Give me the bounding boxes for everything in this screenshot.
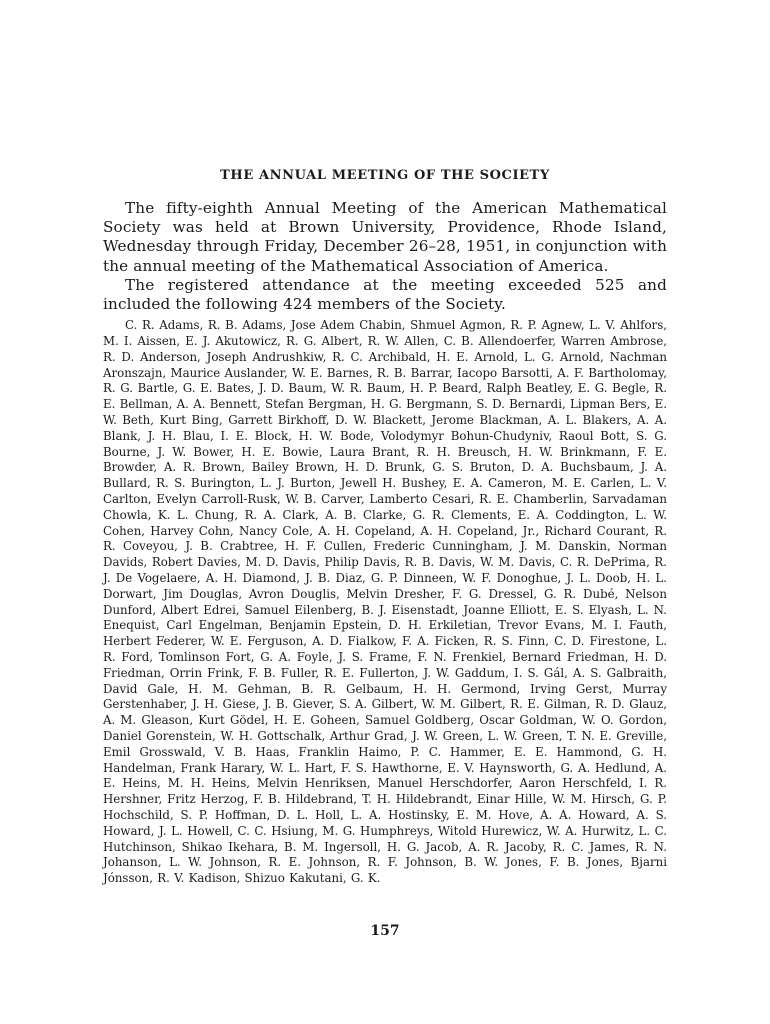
document-page	[103, 168, 667, 887]
page-number: 157	[370, 923, 400, 939]
intro-paragraph: The fifty-eighth Annual Meeting of the American Mathematical Society was held at Brown University, Providence, Rhode Island, Wednesday through Friday, December 26–28, 1951, in conjunction with the annual meeting of the Mathematical Association of America.	[103, 199, 667, 275]
attendance-paragraph: The registered attendance at the meeting exceeded 525 and included the following 424 members of the Society.	[103, 275, 667, 314]
page-title: THE ANNUAL MEETING OF THE SOCIETY	[220, 168, 550, 183]
member-list: C. R. Adams, R. B. Adams, Jose Adem Chabin, Shmuel Agmon, R. P. Agnew, L. V. Ahlfors, M. I. Aissen, E. J. Akutowicz, R. G. Albert, R. W. Allen, C. B. Allendoerfer, Warren Ambrose, R. D. Anderson, Joseph Andrushkiw, R. C. Archibald, H. E. Arnold, L. G. Arnold, Nachman Aronszajn, Maurice Auslander, W. E. Barnes, R. B. Barrar, Iacopo Barsotti, A. F. Bartholomay, R. G. Bartle, G. E. Bates, J. D. Baum, W. R. Baum, H. P. Beard, Ralph Beatley, E. G. Begle, R. E. Bellman, A. A. Bennett, Stefan Bergman, H. G. Bergmann, S. D. Bernardi, Lipman Bers, E. W. Beth, Kurt Bing, Garrett Birkhoff, D. W. Blackett, Jerome Blackman, A. L. Blakers, A. A. Blank, J. H. Blau, I. E. Block, H. W. Bode, Volodymyr Bohun-Chudyniv, Raoul Bott, S. G. Bourne, J. W. Bower, H. E. Bowie, Laura Brant, R. H. Breusch, H. W. Brinkmann, F. E. Browder, A. R. Brown, Bailey Brown, H. D. Brunk, G. S. Bruton, D. A. Buchsbaum, J. A. Bullard, R. S. Burington, L. J. Burton, Jewell H. Bushey, E. A. Cameron, M. E. Carlen, L. V. Carlton, Evelyn Carroll-Rusk, W. B. Carver, Lamberto Cesari, R. E. Chamberlin, Sarvadaman Chowla, K. L. Chung, R. A. Clark, A. B. Clarke, G. R. Clements, E. A. Coddington, L. W. Cohen, Harvey Cohn, Nancy Cole, A. H. Copeland, A. H. Copeland, Jr., Richard Courant, R. R. Coveyou, J. B. Crabtree, H. F. Cullen, Frederic Cunningham, J. M. Danskin, Norman Davids, Robert Davies, M. D. Davis, Philip Davis, R. B. Davis, W. M. Davis, C. R. DePrima, R. J. De Vogelaere, A. H. Diamond, J. B. Diaz, G. P. Dinneen, W. F. Donoghue, J. L. Doob, H. L. Dorwart, Jim Douglas, Avron Douglis, Melvin Dresher, F. G. Dressel, G. R. Dubé, Nelson Dunford, Albert Edrei, Samuel Eilenberg, B. J. Eisenstadt, Joanne Elliott, E. S. Elyash, L. N. Enequist, Carl Engelman, Benjamin Epstein, D. H. Erkiletian, Trevor Evans, M. I. Fauth, Herbert Federer, W. E. Ferguson, A. D. Fialkow, F. A. Ficken, R. S. Finn, C. D. Firestone, L. R. Ford, Tomlinson Fort, G. A. Foyle, J. S. Frame, F. N. Frenkiel, Bernard Friedman, H. D. Friedman, Orrin Frink, F. B. Fuller, R. E. Fullerton, J. W. Gaddum, I. S. Gál, A. S. Galbraith, David Gale, H. M. Gehman, B. R. Gelbaum, H. H. Germond, Irving Gerst, Murray Gerstenhaber, J. H. Giese, J. B. Giever, S. A. Gilbert, W. M. Gilbert, R. E. Gilman, R. D. Glauz, A. M. Gleason, Kurt Gödel, H. E. Goheen, Samuel Goldberg, Oscar Goldman, W. O. Gordon, Daniel Gorenstein, W. H. Gottschalk, Arthur Grad, J. W. Green, L. W. Green, T. N. E. Greville, Emil Grosswald, V. B. Haas, Franklin Haimo, P. C. Hammer, E. E. Hammond, G. H. Handelman, Frank Harary, W. L. Hart, F. S. Hawthorne, E. V. Haynsworth, G. A. Hedlund, A. E. Heins, M. H. Heins, Melvin Henriksen, Manuel Herschdorfer, Aaron Herschfeld, I. R. Hershner, Fritz Herzog, F. B. Hildebrand, T. H. Hildebrandt, Einar Hille, W. M. Hirsch, G. P. Hochschild, S. P. Hoffman, D. L. Holl, L. A. Hostinsky, E. M. Hove, A. A. Howard, A. S. Howard, J. L. Howell, C. C. Hsiung, M. G. Humphreys, Witold Hurewicz, W. A. Hurwitz, L. C. Hutchinson, Shikao Ikehara, B. M. Ingersoll, H. G. Jacob, A. R. Jacoby, R. C. James, R. N. Johanson, L. W. Johnson, R. E. Johnson, R. F. Johnson, B. W. Jones, F. B. Jones, Bjarni Jónsson, R. V. Kadison, Shizuo Kakutani, G. K.	[103, 318, 667, 886]
